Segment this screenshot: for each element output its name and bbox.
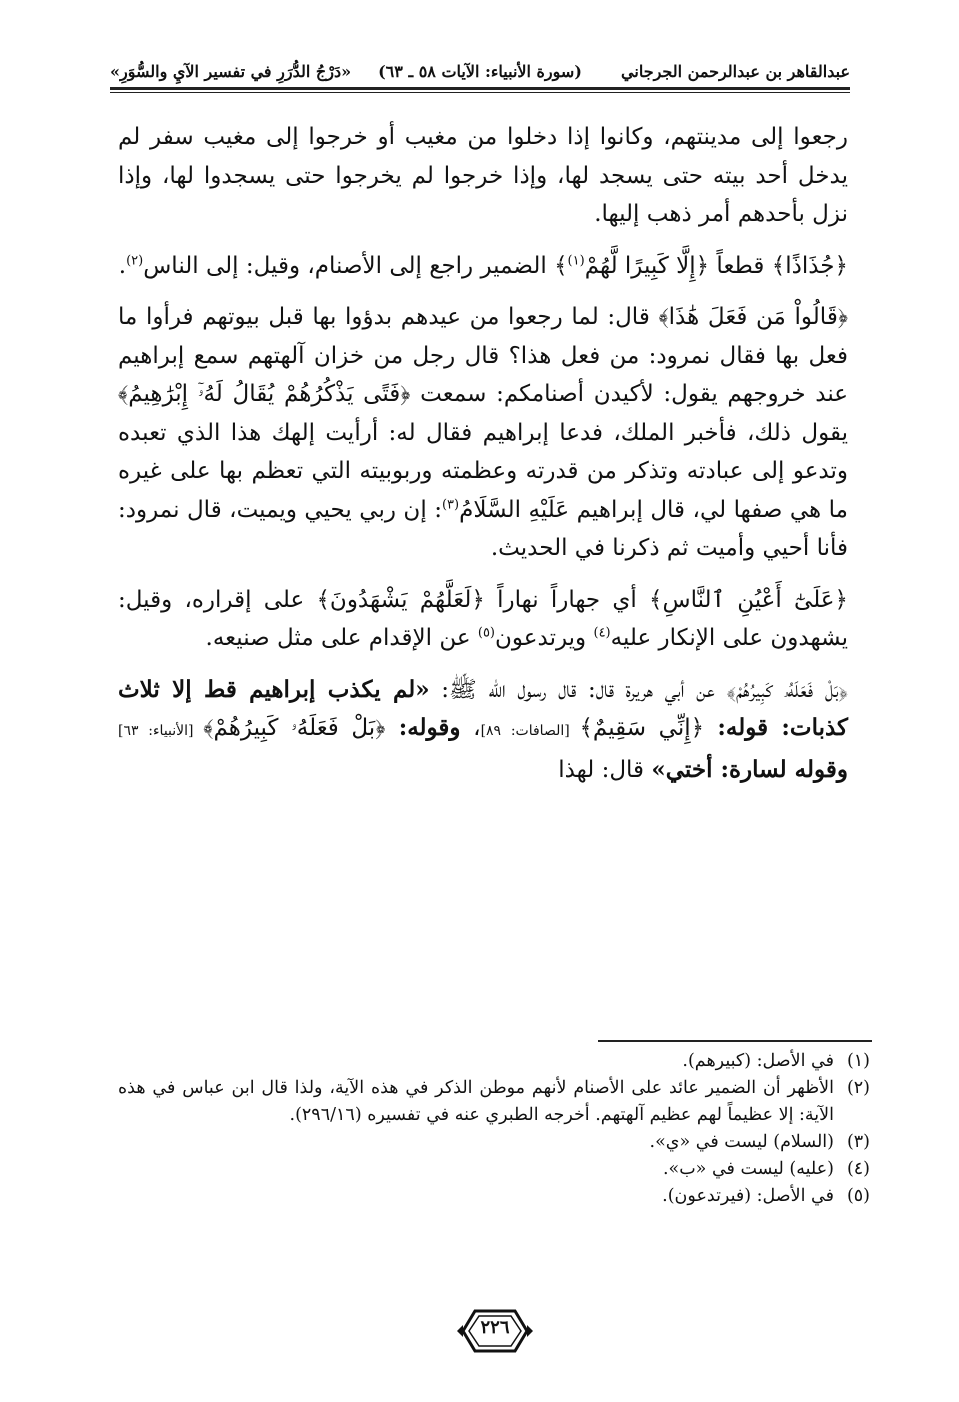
footnote-ref-1[interactable]: (١) (567, 252, 585, 268)
quran-quote: ﴿بَلْ فَعَلَهُۥ كَبِيرُهُمْ﴾ (726, 676, 848, 703)
quran-quote: ﴿لَعَلَّهُمْ يَشْهَدُونَ﴾ (316, 586, 485, 613)
quran-quote: ﴿فَتًى يَذْكُرُهُمْ يُقَالُ لَهُۥٓ إِبْرَٰهِيمُ﴾ (118, 381, 411, 407)
salawat-glyph: ﷺ (449, 676, 477, 703)
main-text (118, 118, 848, 802)
running-header (110, 62, 850, 86)
paragraph-2: ﴿جُذَاذًا﴾ قطعاً ﴿إِلَّا كَبِيرًا لَّهُمْ$^{(١)}$﴾ الضمير راجع إلى الأصنام، وقيل: إلى الناس$^{(٢)}$. (118, 252, 848, 279)
footnote-item: (٣) (السلام) ليست في «ي». (649, 1132, 870, 1152)
footnote-separator (598, 1040, 872, 1042)
quran-quote: ﴿إِلَّا كَبِيرًا لَّهُمْ (584, 252, 710, 279)
footnote-ref-2[interactable]: (٢) (126, 252, 144, 268)
hadith-text: «لم يكذب إبراهيم قط إلا ثلاث كذبات: قوله: (118, 675, 849, 741)
header-rule (110, 87, 850, 90)
footnote-item: (٥) في الأصل: (فيرتدعون). (662, 1186, 870, 1206)
header-author: عبدالقاهر بن عبدالرحمن الجرجاني (621, 62, 850, 81)
verse-reference: [الأنبياء: ٦٣] (118, 723, 204, 739)
footnote-item: (٤) (عليه) ليست في «ب». (662, 1159, 870, 1179)
footnote-item: (٢) الأظهر أن الضمير عائد على الأصنام لأنهم موطن الذكر في هذه الآية، ولذا قال ابن عباس في هذه الآية: إلا عظيماً لهم عظيم آلهتهم. أخرجه الطبري عنه في تفسيره (٢٩٦/١٦). (118, 1078, 870, 1125)
quran-quote: ﴿جُذَاذًا﴾ (771, 252, 848, 279)
header-book-title: «دَرْجُ الدُّرَرِ في تفسير الآيِ والسُّوَرِ» (110, 62, 352, 81)
hadith-text: وقوله: (385, 714, 461, 741)
quran-quote: ﴿عَلَىٰٓ أَعْيُنِ ٱلنَّاسِ﴾ (649, 586, 849, 613)
quran-quote: ﴿بَلْ فَعَلَهُۥ كَبِيرُهُمْ﴾ (203, 715, 386, 741)
paragraph-3: ﴿قَالُواْ مَن فَعَلَ هَٰذَا﴾ قال: لما رجعوا من عيدهم بدؤوا بها قبل بيوتهم فرأوا ما فعل بها فقال نمرود: من فعل هذا؟ قال رجل من خزان آلهتهم سمع إبراهيم عند خروجهم يقول: لأكيدن أصنامكم: سمعت ﴿فَتًى يَذْكُرُهُمْ يُقَالُ لَهُۥٓ إِبْرَٰهِيمُ﴾ يقول ذلك، فأخبر الملك، فدعا إبراهيم فقال له: أرأيت إلهك هذا الذي تعبده وتدعو إلى عبادته وتذكر من قدرته وعظمته وربوبيته التي تعظم بها على غيره ما هي صفها لي، قال إبراهيم عَلَيْهِ السَّلَامُ$^{(٣)}$: إن ربي يحيي ويميت، قال نمرود: فأنا أحيي وأميت ثم ذكرنا في الحديث. (118, 304, 848, 561)
footnote-ref-5[interactable]: (٥) (477, 625, 495, 641)
footnote-ref-3[interactable]: (٣) (441, 496, 460, 512)
footnote-ref-4[interactable]: (٤) (593, 625, 611, 641)
page-number-ornament (455, 1305, 535, 1357)
hadith-text: وقوله لسارة: أختي» (651, 755, 848, 783)
paragraph-1: رجعوا إلى مدينتهم، وكانوا إذا دخلوا من مغيب أو خرجوا إلى مغيب سفر لم يدخل أحد بيته حتى يسجد لها، وإذا خرجوا لم يخرجوا حتى يسجدوا لها، وإذا نزل بأحدهم أمر ذهب إليها. (118, 124, 848, 227)
footnotes (118, 1048, 870, 1210)
paragraph-4: ﴿عَلَىٰٓ أَعْيُنِ ٱلنَّاسِ﴾ أي جهاراً نهاراً ﴿لَعَلَّهُمْ يَشْهَدُونَ﴾ على إقراره، وقيل: يشهدون على الإنكار عليه$^{(٤)}$ ويرتدعون$^{(٥)}$ عن الإقدام على مثل صنيعه. (118, 586, 849, 651)
header-surah: (سورة الأنبياء: الآيات ٥٨ ـ ٦٣) (378, 62, 582, 81)
page-number: ٢٢٦ (480, 1317, 510, 1338)
verse-reference: [الصافات: ٨٩] (480, 723, 580, 739)
quran-quote: ﴿قَالُواْ مَن فَعَلَ هَٰذَا﴾ (658, 304, 848, 330)
header-rule-thin (110, 92, 850, 93)
paragraph-5: ﴿بَلْ فَعَلَهُۥ كَبِيرُهُمْ﴾ عن أبي هريرة قال: قال رسول الله ﷺ: «لم يكذب إبراهيم قط إلا ثلاث كذبات: قوله: ﴿إِنِّي سَقِيمٌ﴾ [الصافات: ٨٩]، وقوله: ﴿بَلْ فَعَلَهُۥ كَبِيرُهُمْ﴾ [الأنبياء: ٦٣] وقوله لسارة: أختي» قال: لهذا (118, 675, 849, 783)
honorific: عَلَيْهِ السَّلَامُ (459, 496, 570, 523)
quran-quote: ﴿إِنِّي سَقِيمٌ﴾ (579, 715, 705, 741)
footnote-item: (١) في الأصل: (كبيرهم). (682, 1051, 870, 1071)
